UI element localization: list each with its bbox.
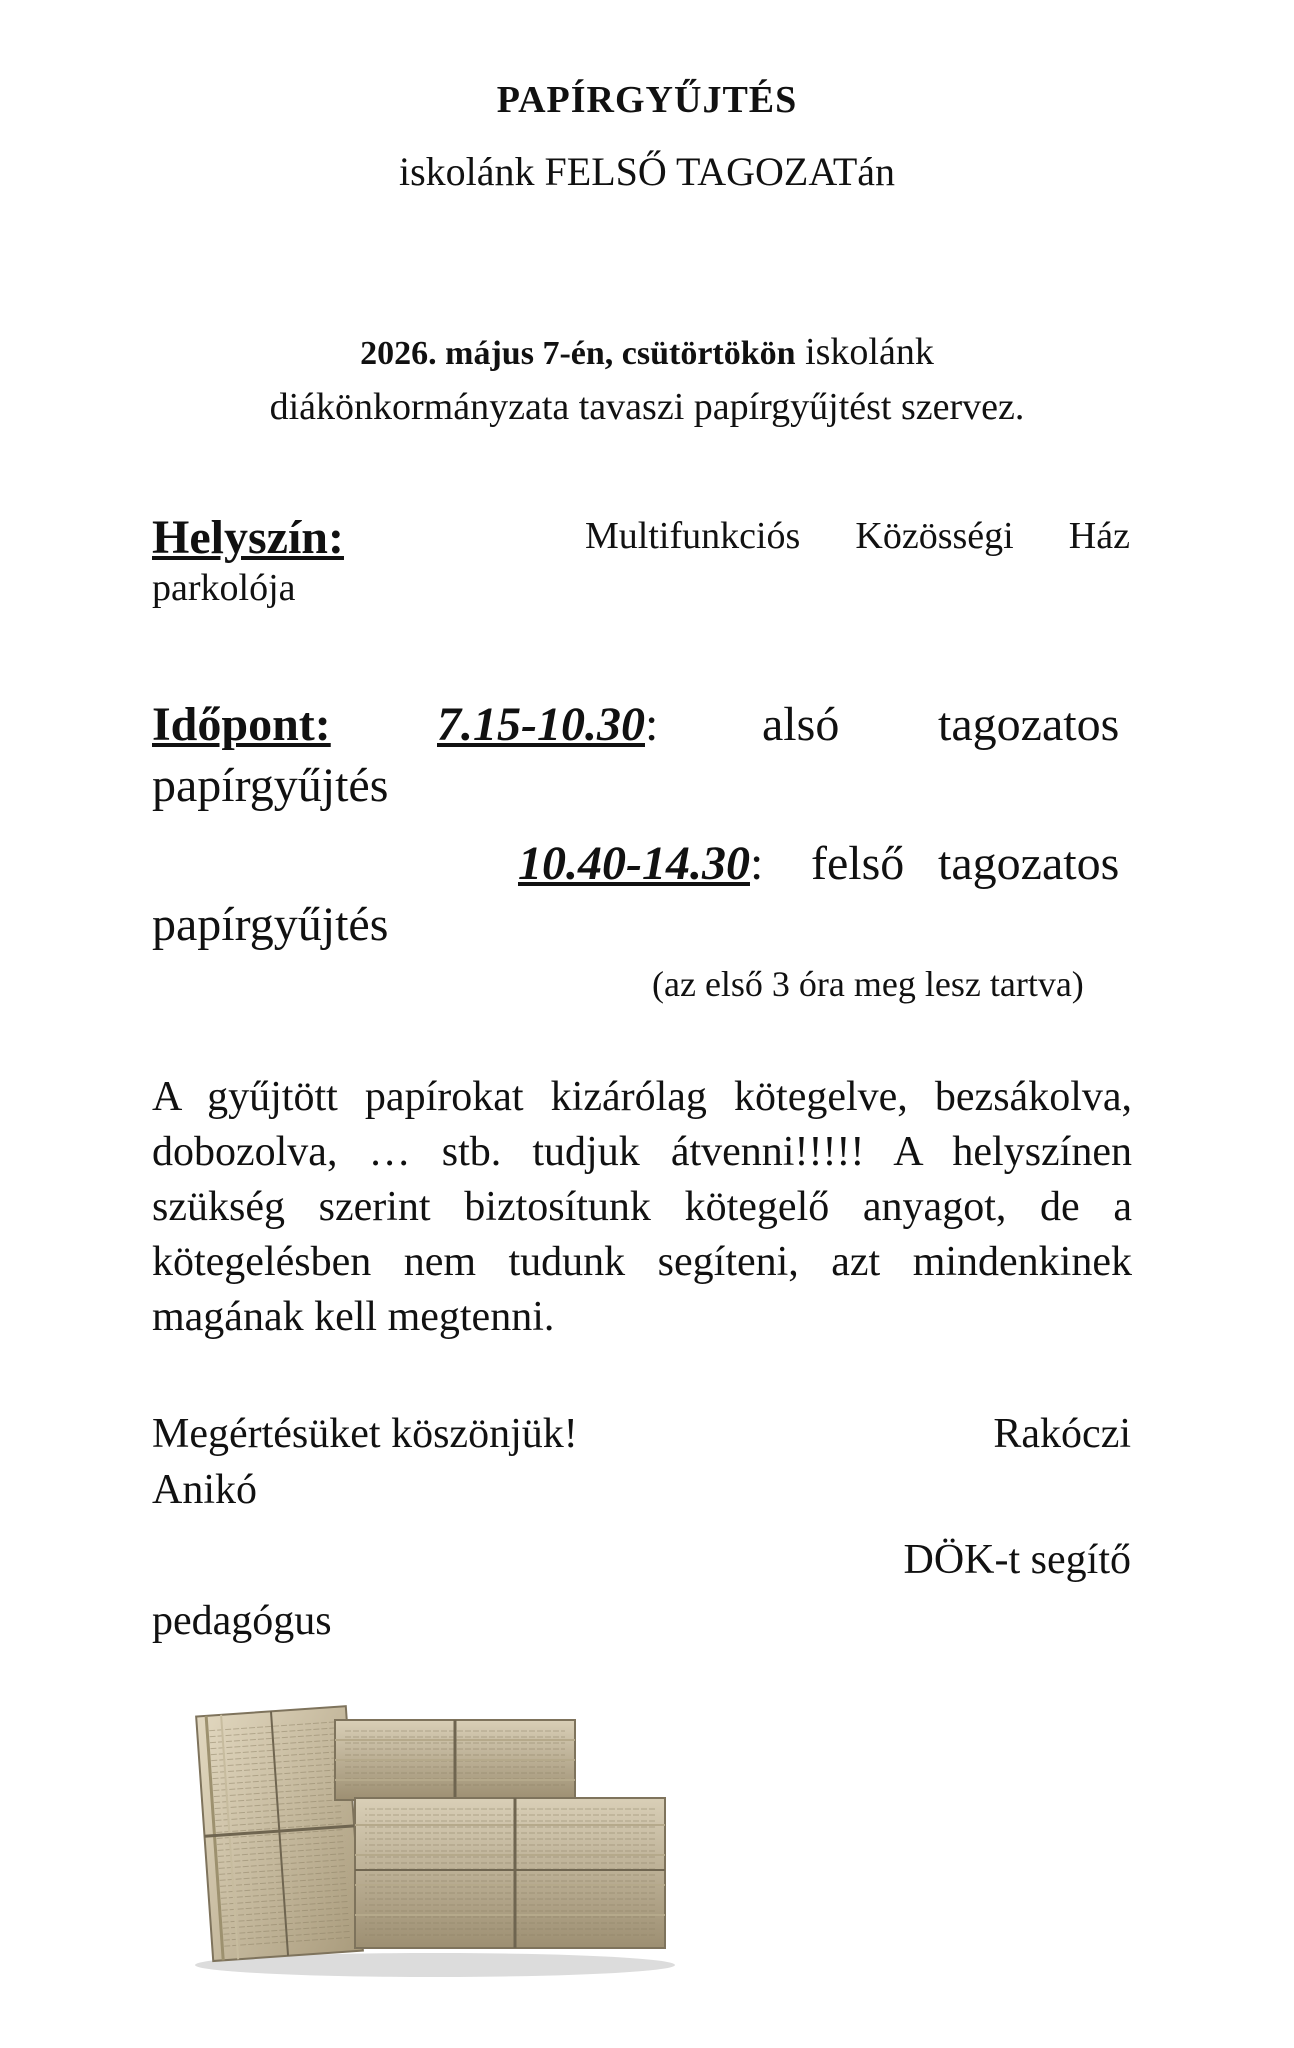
document-subtitle: iskolánk FELSŐ TAGOZATán xyxy=(398,149,896,194)
intro-line-2: diákönkormányzata tavaszi papírgyűjtést szervez. xyxy=(269,386,1025,428)
time-slot-1-colon: : xyxy=(644,698,659,751)
time-slot-1-range: 7.15-10.30 xyxy=(437,698,645,751)
paragraph-line-2: dobozolva, … stb. tudjuk átvenni!!!!! A helyszínen xyxy=(152,1129,1132,1175)
location-word-3: Ház xyxy=(1068,515,1130,557)
time-slot-1-word-1: alsó xyxy=(762,698,840,751)
paragraph-line-1: A gyűjtött papírokat kizárólag kötegelve, bezsákolva, xyxy=(152,1074,1132,1120)
signer-firstname: Anikó xyxy=(152,1467,257,1513)
time-label: Időpont: xyxy=(152,698,331,751)
time-slot-2-continuation: papírgyűjtés xyxy=(152,898,389,951)
thanks-text: Megértésüket köszönjük! xyxy=(152,1411,578,1457)
location-value xyxy=(585,514,1130,558)
instructions-paragraph xyxy=(152,1070,1132,1345)
paragraph-line-3: szükség szerint biztosítunk kötegelő anyagot, de a xyxy=(152,1184,1132,1230)
location-continuation: parkolója xyxy=(152,567,296,609)
document-title: PAPÍRGYŰJTÉS xyxy=(496,79,798,121)
time-slot-2-word-2: tagozatos xyxy=(938,837,1120,890)
time-note: (az első 3 óra meg lesz tartva) xyxy=(652,964,1084,1004)
signer-surname: Rakóczi xyxy=(993,1411,1131,1457)
time-slot-2-colon: : xyxy=(749,837,764,890)
time-slot-1-continuation: papírgyűjtés xyxy=(152,759,389,812)
intro-line-1-rest: iskolánk xyxy=(795,331,934,373)
time-slot-2 xyxy=(518,836,763,891)
time-slot-2-range: 10.40-14.30 xyxy=(518,837,750,890)
signer-role-line-2: pedagógus xyxy=(152,1598,332,1644)
event-date: 2026. május 7-én, csütörtökön xyxy=(360,335,796,372)
time-slot-1-word-2: tagozatos xyxy=(938,698,1120,751)
intro-line-1 xyxy=(0,330,1294,374)
location-word-1: Multifunkciós xyxy=(585,515,801,557)
time-slot-2-word-1: felső xyxy=(811,837,905,890)
time-slot-1 xyxy=(437,697,658,752)
signer-role-line-1: DÖK-t segítő xyxy=(903,1537,1131,1583)
newspaper-stack-icon xyxy=(185,1680,685,1980)
location-word-2: Közösségi xyxy=(855,515,1014,557)
paragraph-line-5: magának kell megtenni. xyxy=(152,1294,555,1340)
paragraph-line-4: kötegelésben nem tudunk segíteni, azt mindenkinek xyxy=(152,1239,1132,1285)
location-label: Helyszín: xyxy=(152,511,344,564)
